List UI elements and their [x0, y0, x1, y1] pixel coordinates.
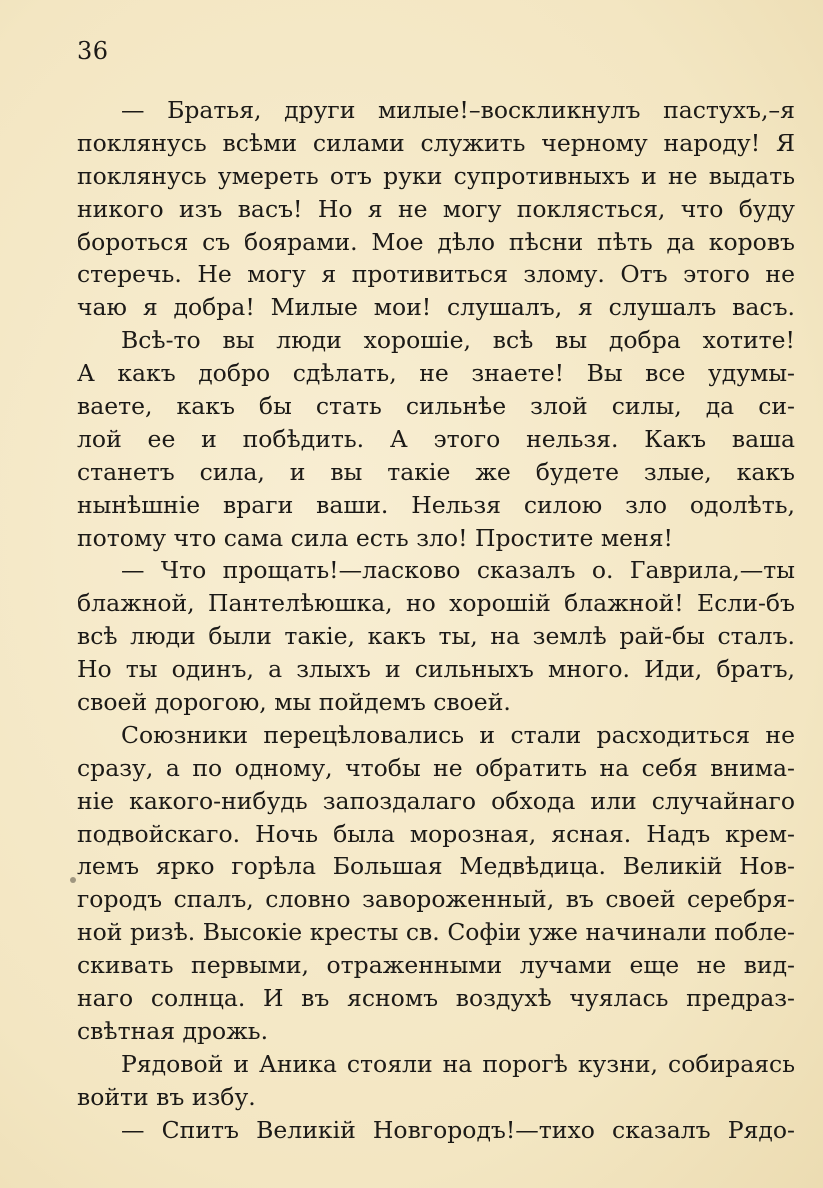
- text-line: чаю я добра! Милые мои! слушалъ, я слушалъ васъ.: [77, 293, 795, 322]
- text-line: А какъ добро сдѣлать, не знаете! Вы все удумы-: [77, 359, 795, 388]
- text-line: Но ты одинъ, а злыхъ и сильныхъ много. Иди, братъ,: [77, 655, 795, 684]
- text-line: нынѣшніе враги ваши. Нельзя силою зло одолѣть,: [77, 490, 795, 519]
- ink-speck: [70, 877, 76, 883]
- text-line: лой ее и побѣдить. А этого нельзя. Какъ ваша: [77, 424, 795, 453]
- text-line: подвойскаго. Ночь была морозная, ясная. Надъ крем-: [77, 819, 795, 848]
- text-line: скивать первыми, отраженными лучами еще не вид-: [77, 951, 795, 980]
- text-line: никого изъ васъ! Но я не могу поклясться, что буду: [77, 194, 795, 223]
- text-line: потому что сама сила есть зло! Простите меня!: [77, 523, 674, 552]
- text-line: всѣ люди были такіе, какъ ты, на землѣ рай-бы сталъ.: [77, 622, 795, 651]
- text-line: лемъ ярко горѣла Большая Медвѣдица. Великій Нов-: [77, 852, 795, 881]
- text-line: войти въ избу.: [77, 1082, 256, 1111]
- text-line: — Спитъ Великій Новгородъ!—тихо сказалъ Рядо-: [121, 1115, 795, 1144]
- text-line: — Братья, други милые!–воскликнулъ пастухъ,–я: [121, 96, 795, 124]
- text-line: — Что прощать!—ласково сказалъ о. Гаврила,—ты: [121, 556, 795, 585]
- page-number: 36: [77, 37, 109, 65]
- text-line: станетъ сила, и вы такіе же будете злые, какъ: [77, 457, 795, 486]
- text-line: ніе какого-нибудь запоздалаго обхода или случайнаго: [77, 786, 795, 815]
- text-line: поклянусь умереть отъ руки супротивныхъ и не выдать: [77, 161, 795, 190]
- text-line: сразу, а по одному, чтобы не обратить на себя внима-: [77, 753, 795, 782]
- text-line: ваете, какъ бы стать сильнѣе злой силы, да си-: [77, 392, 795, 421]
- text-line: стеречь. Не могу я противиться злому. Отъ этого не: [77, 260, 795, 289]
- text-line: городъ спалъ, словно завороженный, въ своей серебря-: [77, 885, 795, 914]
- text-line: бороться съ боярами. Мое дѣло пѣсни пѣть да коровъ: [77, 227, 795, 256]
- text-line: наго солнца. И въ ясномъ воздухѣ чуялась предраз-: [77, 984, 795, 1013]
- text-line: Всѣ-то вы люди хорошіе, всѣ вы добра хотите!: [121, 326, 795, 355]
- text-line: ной ризѣ. Высокіе кресты св. Софіи уже начинали побле-: [77, 918, 795, 947]
- text-line: поклянусь всѣми силами служить черному народу! Я: [77, 128, 795, 157]
- text-line: Союзники перецѣловались и стали расходиться не: [121, 720, 795, 749]
- text-line: своей дорогою, мы пойдемъ своей.: [77, 688, 511, 717]
- text-line: Рядовой и Аника стояли на порогѣ кузни, собираясь: [121, 1049, 795, 1078]
- text-line: свѣтная дрожь.: [77, 1016, 269, 1045]
- body-text: [77, 94, 795, 1147]
- text-line: блажной, Пантелѣюшка, но хорошій блажной! Если-бъ: [77, 589, 795, 618]
